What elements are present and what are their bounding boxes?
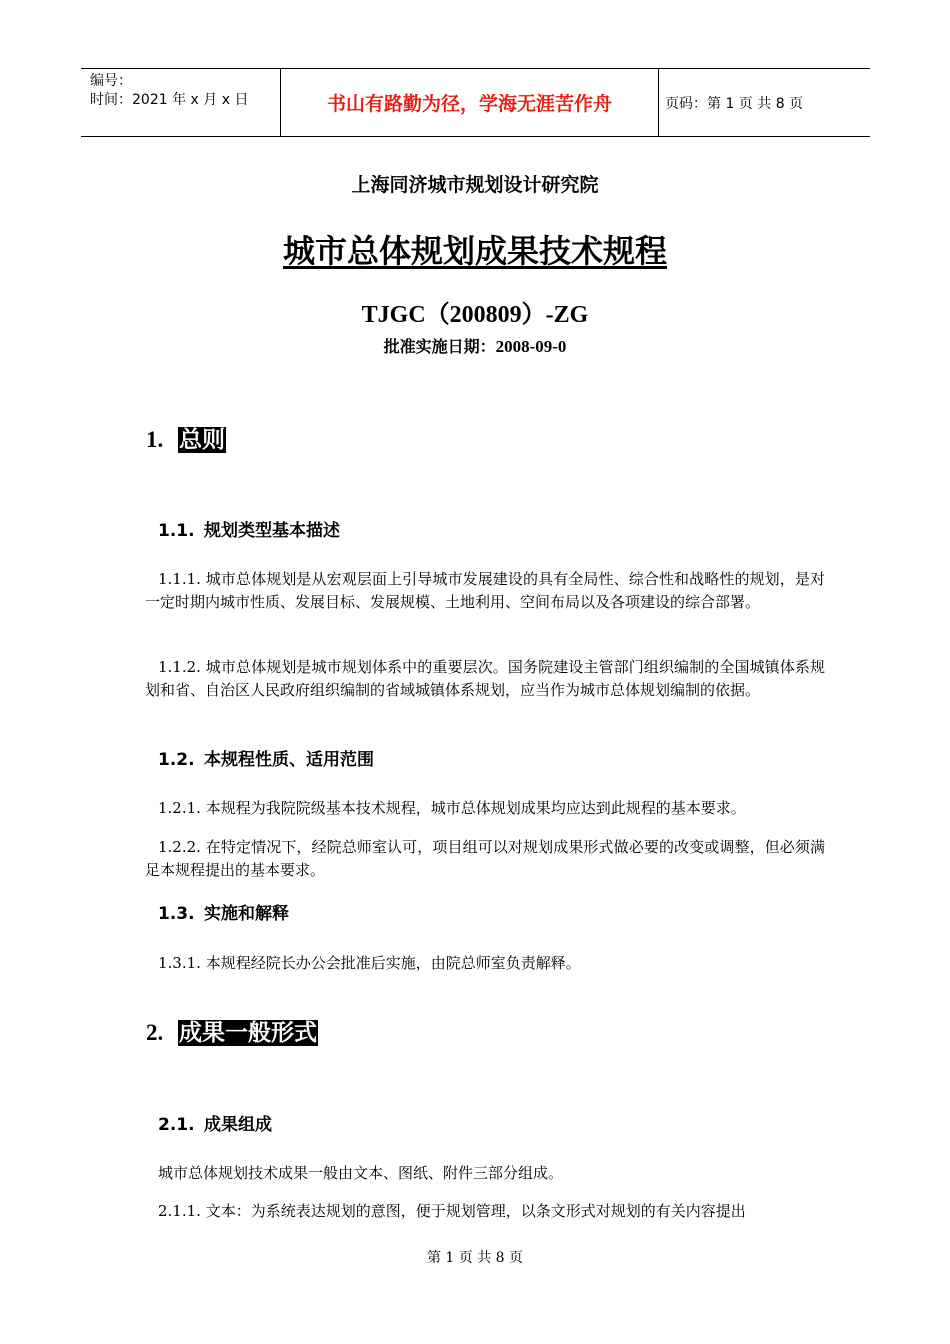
paragraph-1-1-2: 1.1.2. 城市总体规划是城市规划体系中的重要层次。国务院建设主管部门组织编制的全国城镇体系规划和省、自治区人民政府组织编制的省域城镇体系规划，应当作为城市总体规划编制的依据。 xyxy=(145,658,825,699)
time-label: 时间：2021 年 x 月 x 日 xyxy=(90,92,249,108)
subsection-title: 本规程性质、适用范围 xyxy=(204,750,374,770)
subsection-number: 1.2. xyxy=(158,750,195,770)
subsection-title: 成果组成 xyxy=(204,1115,272,1135)
section-title: 成果一般形式 xyxy=(179,1020,317,1046)
header-table xyxy=(81,68,870,137)
header-motto: 书山有路勤为径，学海无涯苦作舟 xyxy=(281,69,659,136)
section-1-1-heading xyxy=(158,516,340,541)
subsection-number: 1.1. xyxy=(158,521,195,541)
section-2-heading xyxy=(146,1014,318,1047)
paragraph-1-2-2: 1.2.2. 在特定情况下，经院总师室认可，项目组可以对规划成果形式做必要的改变或调整，但必须满足本规程提出的基本要求。 xyxy=(145,838,825,879)
subsection-number: 1.3. xyxy=(158,904,195,924)
subsection-number: 2.1. xyxy=(158,1115,195,1135)
section-2-1-heading xyxy=(158,1110,272,1135)
section-1-3-heading xyxy=(158,899,289,924)
section-1-heading xyxy=(146,421,226,454)
section-title: 总则 xyxy=(179,427,225,453)
section-number: 1. xyxy=(146,427,164,452)
paragraph-1-2-1: 1.2.1. 本规程为我院院级基本技术规程，城市总体规划成果均应达到此规程的基本要求。 xyxy=(158,799,746,817)
header-page-info: 页码：第 1 页 共 8 页 xyxy=(665,95,804,112)
institute-name: 上海同济城市规划设计研究院 xyxy=(351,174,599,196)
paragraph-1-1-1: 1.1.1. 城市总体规划是从宏观层面上引导城市发展建设的具有全局性、综合性和战略性的规划，是对一定时期内城市性质、发展目标、发展规模、土地利用、空间布局以及各项建设的综合部署。 xyxy=(145,570,825,611)
document-title: 城市总体规划成果技术规程 xyxy=(282,232,667,270)
number-label: 编号： xyxy=(90,73,132,89)
section-number: 2. xyxy=(146,1020,164,1045)
document-code: TJGC（200809）-ZG xyxy=(361,302,589,328)
paragraph-2-1-intro: 城市总体规划技术成果一般由文本、图纸、附件三部分组成。 xyxy=(158,1164,564,1182)
subsection-title: 规划类型基本描述 xyxy=(204,521,340,541)
subsection-title: 实施和解释 xyxy=(204,904,289,924)
page-footer: 第 1 页 共 8 页 xyxy=(426,1250,524,1266)
approval-date xyxy=(0,334,950,357)
header-meta-cell xyxy=(81,69,281,136)
approval-date-value: 2008-09-0 xyxy=(495,337,567,356)
approval-label: 批准实施日期： xyxy=(383,337,496,356)
paragraph-2-1-1: 2.1.1. 文本：为系统表达规划的意图，便于规划管理，以条文形式对规划的有关内容提出 xyxy=(158,1202,746,1220)
section-1-2-heading xyxy=(158,745,374,770)
paragraph-1-3-1: 1.3.1. 本规程经院长办公会批准后实施，由院总师室负责解释。 xyxy=(158,954,581,972)
